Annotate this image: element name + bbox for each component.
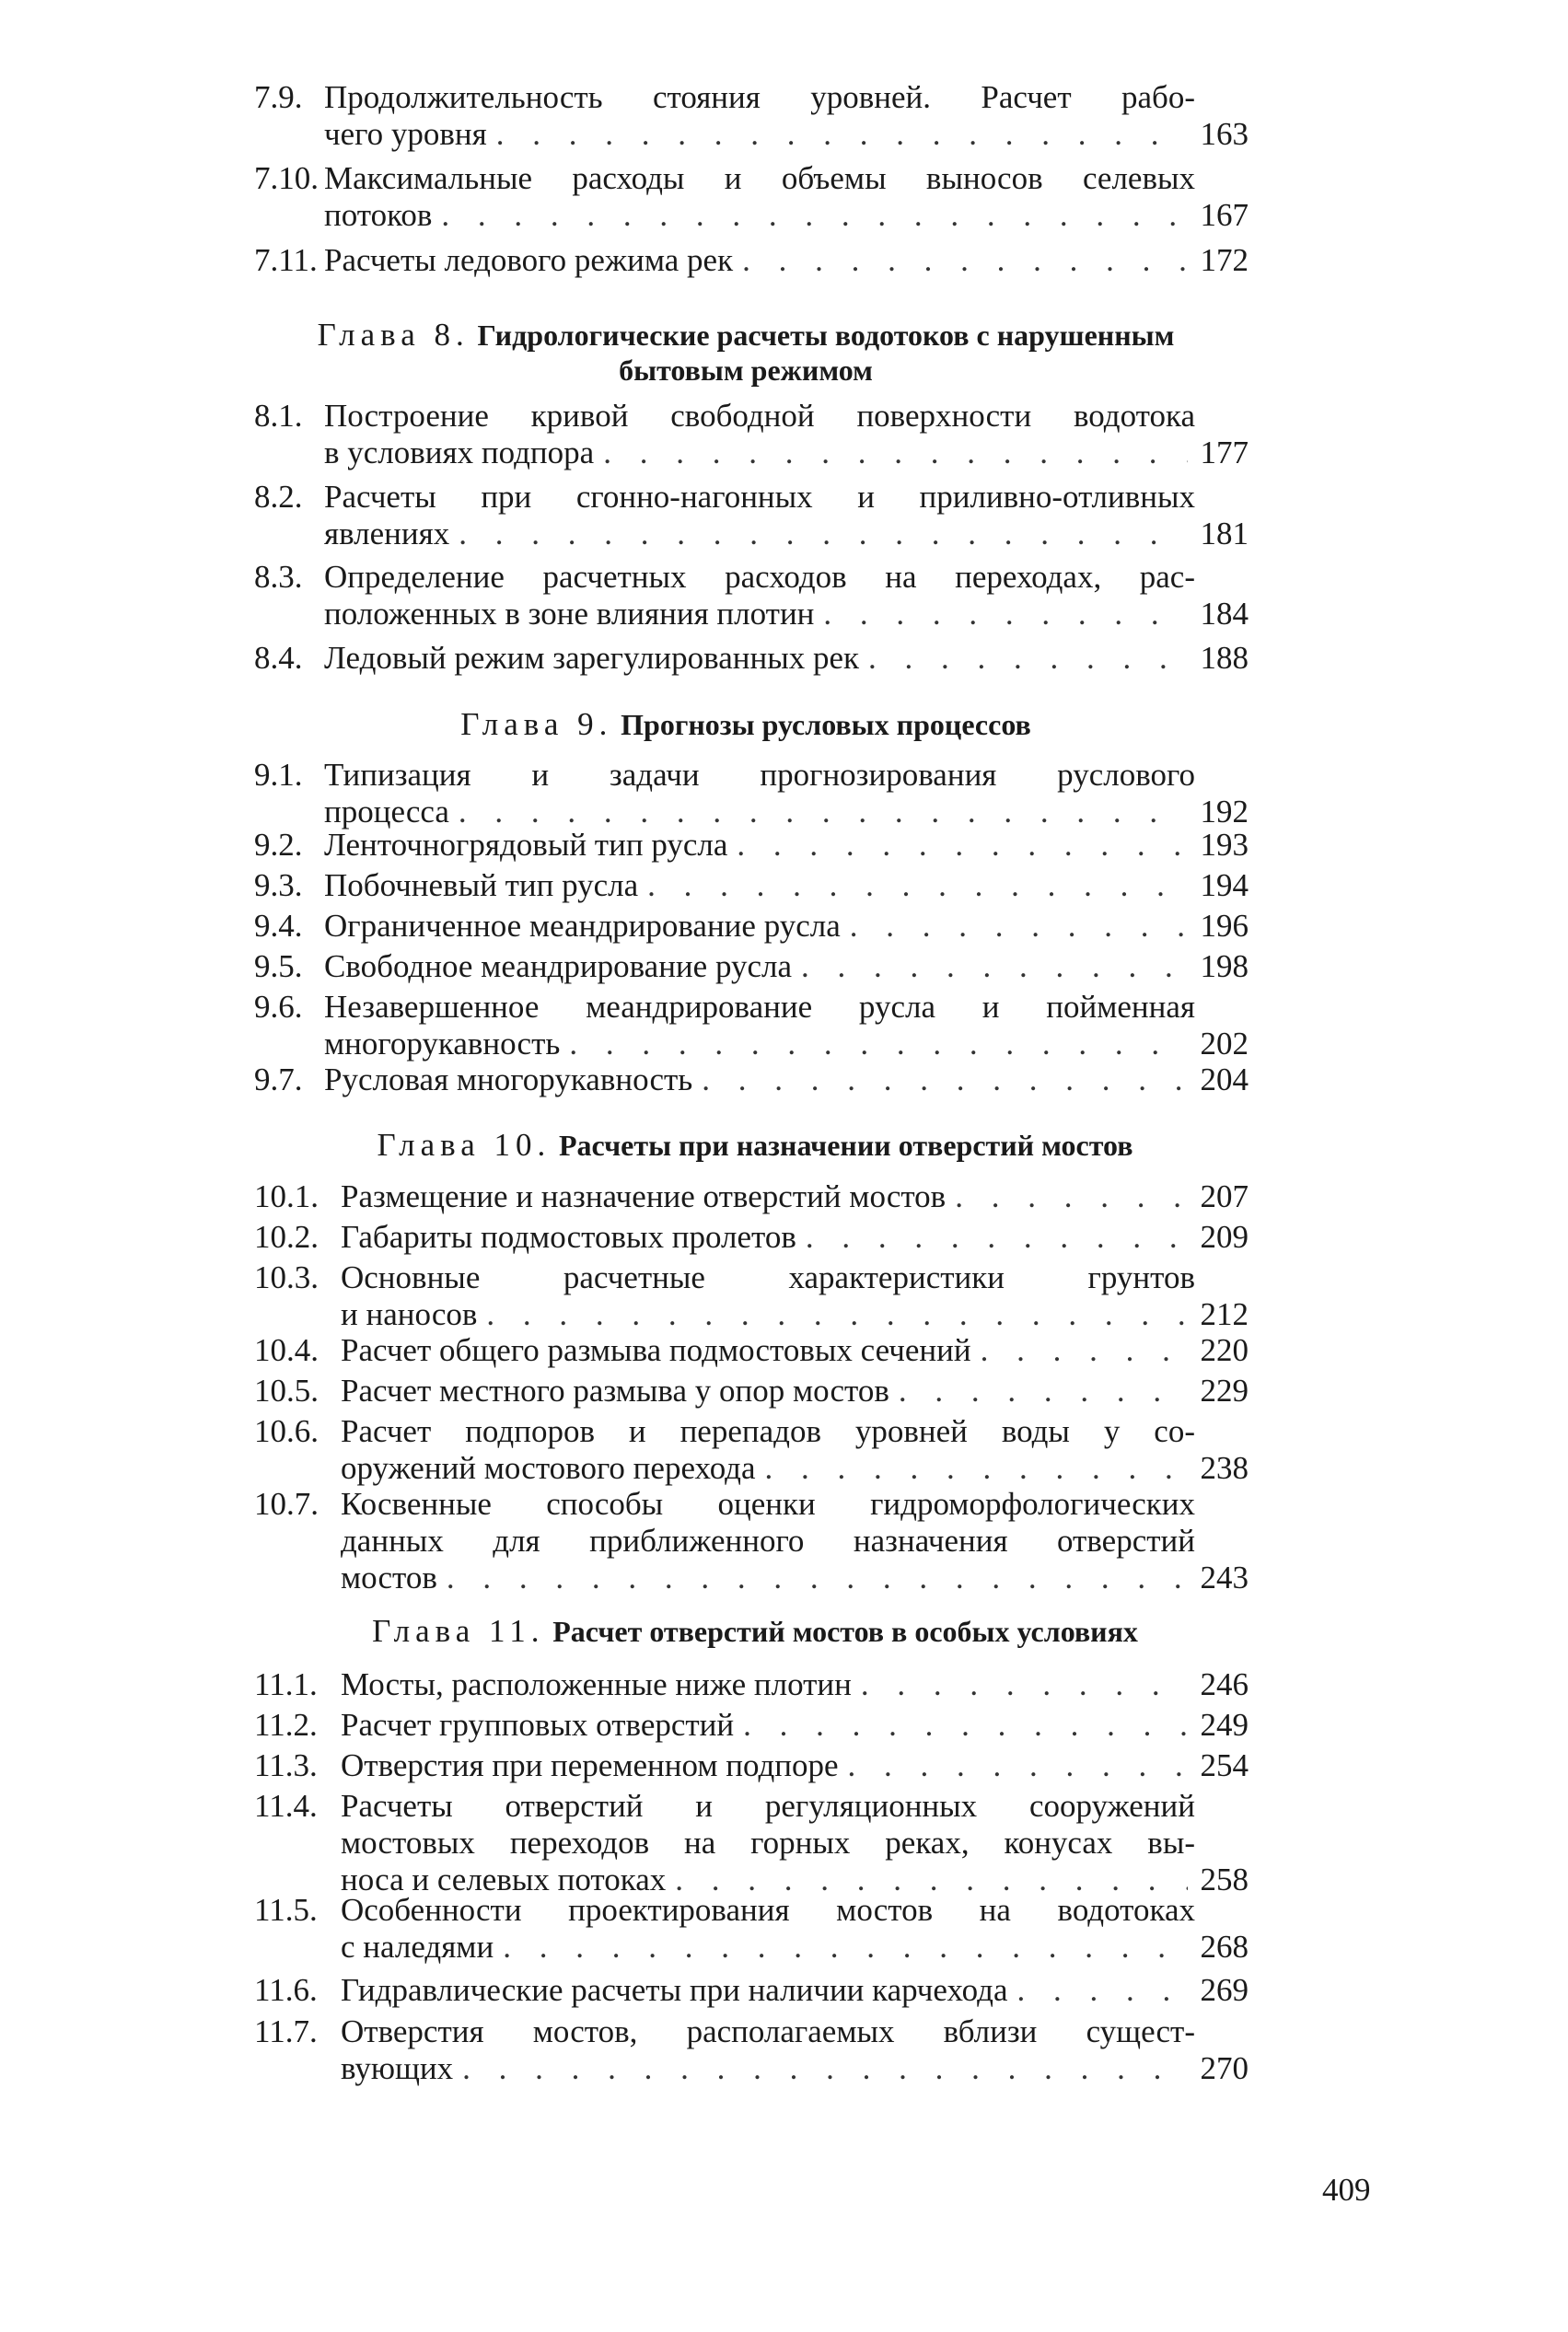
toc-entry-10-7 [254,1486,1249,1596]
entry-page: 193 [1200,827,1249,863]
dot-leader [801,948,1188,985]
dot-leader [459,516,1188,552]
entry-title: Расчет подпоров и перепадов уровней воды у со- [341,1413,1195,1449]
entry-title: Расчет местного размыва у опор мостов [341,1373,889,1409]
dot-leader [743,1707,1188,1744]
entry-title: Размещение и назначение отверстий мостов [341,1178,947,1214]
dot-leader [955,1178,1188,1215]
entry-title-continued: оружений мостового перехода [341,1450,756,1486]
entry-page: 181 [1200,516,1249,551]
entry-number: 9.2. [254,827,303,863]
entry-number: 11.3. [254,1747,318,1783]
entry-number: 10.6. [254,1413,319,1449]
dot-leader [441,197,1188,234]
toc-entry-9-6 [254,989,1249,1062]
entry-title-continued: мостов [341,1560,437,1595]
entry-title-continued: мостовых переходов на горных реках, конусах вы- [341,1825,1195,1861]
dot-leader [899,1373,1188,1410]
entry-page: 172 [1200,242,1249,278]
entry-page: 238 [1200,1450,1249,1486]
entry-number: 10.2. [254,1219,319,1255]
entry-title: Основные расчетные характеристики грунтов [341,1259,1195,1295]
toc-entry-9-5 [254,948,1249,985]
entry-page: 243 [1200,1560,1249,1595]
entry-page: 184 [1200,596,1249,632]
entry-title: Русловая многорукавность [324,1062,693,1097]
entry-page: 212 [1200,1296,1249,1332]
entry-number: 10.4. [254,1332,319,1368]
chapter-title-continued: бытовым режимом [619,354,873,387]
toc-entry-11-3 [254,1747,1249,1784]
entry-title: Побочневый тип русла [324,867,639,903]
entry-number: 11.2. [254,1707,318,1743]
entry-title-continued: носа и селевых потоках [341,1862,667,1897]
entry-title: Мосты, расположенные ниже плотин [341,1666,852,1702]
entry-page: 249 [1200,1707,1249,1743]
entry-number: 8.1. [254,398,303,434]
chapter-title: Гидрологические расчеты водотоков с нарушенным [477,319,1175,352]
toc-entry-11-5 [254,1892,1249,1966]
toc-entry-11-4 [254,1788,1249,1898]
toc-entry-9-1 [254,757,1249,830]
toc-entry-10-1 [254,1178,1249,1215]
chapter-9-heading [387,707,1105,742]
dot-leader [603,435,1188,471]
dot-leader [765,1450,1188,1487]
entry-number: 11.1. [254,1666,318,1702]
entry-title-continued: данных для приближенного назначения отверстий [341,1523,1195,1559]
entry-title: Построение кривой свободной поверхности водотока [324,398,1195,434]
dot-leader [647,867,1188,904]
chapter-label: Глава 9. [460,706,613,742]
entry-page: 192 [1200,794,1249,830]
entry-number: 7.10. [254,160,319,196]
entry-title: Определение расчетных расходов на переходах, рас- [324,559,1195,595]
entry-page: 209 [1200,1219,1249,1255]
toc-entry-7-9 [254,79,1249,153]
entry-page: 188 [1200,640,1249,676]
entry-number: 10.7. [254,1486,319,1522]
toc-entry-11-1 [254,1666,1249,1703]
dot-leader [702,1062,1188,1098]
entry-title: Отверстия при переменном подпоре [341,1747,839,1783]
dot-leader [486,1296,1188,1333]
entry-title-continued: чего уровня [324,116,487,152]
chapter-label: Глава 8. [317,317,470,353]
entry-page: 270 [1200,2050,1249,2086]
entry-title: Продолжительность стояния уровней. Расчет рабо- [324,79,1195,115]
chapter-8-heading [249,318,1243,388]
entry-page: 207 [1200,1178,1249,1214]
toc-entry-11-6 [254,1972,1249,2009]
entry-number: 11.7. [254,2013,318,2049]
entry-number: 7.9. [254,79,303,115]
entry-page: 167 [1200,197,1249,233]
entry-title: Расчеты отверстий и регуляционных сооружений [341,1788,1195,1824]
dot-leader [462,2050,1188,2087]
toc-entry-8-2 [254,479,1249,552]
toc-entry-10-2 [254,1219,1249,1256]
entry-number: 9.7. [254,1062,303,1097]
toc-entry-7-10 [254,160,1249,234]
toc-entry-8-1 [254,398,1249,471]
entry-number: 9.4. [254,908,303,944]
dot-leader [981,1332,1188,1369]
entry-title-continued: в условиях подпора [324,435,595,470]
toc-entry-9-7 [254,1062,1249,1098]
chapter-10-heading [295,1128,1215,1163]
entry-title-continued: вующих [341,2050,454,2086]
entry-number: 11.6. [254,1972,318,2008]
entry-title: Свободное меандрирование русла [324,948,793,984]
entry-title-continued: многорукавность [324,1026,561,1062]
entry-title-continued: и наносов [341,1296,478,1332]
page-number: 409 [1322,2172,1371,2208]
entry-page: 163 [1200,116,1249,152]
toc-entry-10-3 [254,1259,1249,1333]
dot-leader [503,1929,1188,1966]
dot-leader [742,242,1188,279]
entry-number: 10.1. [254,1178,319,1214]
dot-leader [1016,1972,1188,2009]
toc-entry-9-4 [254,908,1249,945]
toc-entry-11-2 [254,1707,1249,1744]
entry-title: Типизация и задачи прогнозирования руслового [324,757,1195,793]
entry-number: 8.2. [254,479,303,515]
entry-page: 269 [1200,1972,1249,2008]
chapter-11-heading [267,1614,1243,1649]
entry-title: Ледовый режим зарегулированных рек [324,640,860,676]
chapter-title: Расчеты при назначении отверстий мостов [558,1129,1133,1162]
toc-entry-7-11 [254,242,1249,279]
entry-title: Незавершенное меандрирование русла и пойменная [324,989,1195,1025]
dot-leader [806,1219,1188,1256]
entry-title: Ограниченное меандрирование русла [324,908,841,944]
chapter-label: Глава 11. [372,1613,545,1649]
dot-leader [569,1026,1188,1062]
chapter-label: Глава 10. [377,1127,552,1163]
entry-title-continued: явлениях [324,516,450,551]
toc-entry-10-5 [254,1373,1249,1410]
entry-title-continued: процесса [324,794,449,830]
entry-number: 8.4. [254,640,303,676]
entry-title: Расчеты ледового режима рек [324,242,734,278]
dot-leader [868,640,1188,677]
entry-number: 10.3. [254,1259,319,1295]
dot-leader [496,116,1188,153]
entry-number: 9.3. [254,867,303,903]
toc-entry-11-7 [254,2013,1249,2087]
entry-page: 258 [1200,1862,1249,1897]
entry-page: 254 [1200,1747,1249,1783]
entry-title: Расчет групповых отверстий [341,1707,735,1743]
entry-title-continued: потоков [324,197,433,233]
chapter-title: Прогнозы русловых процессов [621,708,1031,741]
entry-number: 11.4. [254,1788,318,1824]
dot-leader [850,908,1188,945]
entry-title: Расчеты при сгонно-нагонных и приливно-отливных [324,479,1195,515]
entry-page: 202 [1200,1026,1249,1062]
dot-leader [447,1560,1188,1596]
entry-page: 268 [1200,1929,1249,1965]
entry-number: 9.6. [254,989,303,1025]
entry-title: Гидравлические расчеты при наличии карчехода [341,1972,1008,2008]
entry-number: 7.11. [254,242,318,278]
dot-leader [861,1666,1188,1703]
entry-page: 194 [1200,867,1249,903]
entry-page: 198 [1200,948,1249,984]
entry-title: Габариты подмостовых пролетов [341,1219,796,1255]
dot-leader [459,794,1188,830]
entry-title: Максимальные расходы и объемы выносов селевых [324,160,1195,196]
toc-entry-9-3 [254,867,1249,904]
toc-entry-10-6 [254,1413,1249,1487]
entry-number: 9.5. [254,948,303,984]
entry-page: 246 [1200,1666,1249,1702]
entry-title-continued: положенных в зоне влияния плотин [324,596,815,632]
entry-number: 11.5. [254,1892,318,1928]
toc-entry-8-4 [254,640,1249,677]
chapter-title: Расчет отверстий мостов в особых условиях [552,1615,1138,1648]
entry-page: 229 [1200,1373,1249,1409]
dot-leader [823,596,1188,632]
entry-title: Отверстия мостов, располагаемых вблизи сущест- [341,2013,1195,2049]
entry-title: Косвенные способы оценки гидроморфологических [341,1486,1195,1522]
entry-title: Ленточногрядовый тип русла [324,827,728,863]
toc-entry-9-2 [254,827,1249,864]
entry-number: 10.5. [254,1373,319,1409]
entry-title: Расчет общего размыва подмостовых сечений [341,1332,971,1368]
entry-number: 9.1. [254,757,303,793]
toc-entry-10-4 [254,1332,1249,1369]
entry-page: 204 [1200,1062,1249,1097]
entry-page: 177 [1200,435,1249,470]
entry-number: 8.3. [254,559,303,595]
entry-title: Особенности проектирования мостов на водотоках [341,1892,1195,1928]
toc-entry-8-3 [254,559,1249,632]
entry-title-continued: с наледями [341,1929,494,1965]
dot-leader [737,827,1188,864]
dot-leader [848,1747,1188,1784]
entry-page: 196 [1200,908,1249,944]
entry-page: 220 [1200,1332,1249,1368]
